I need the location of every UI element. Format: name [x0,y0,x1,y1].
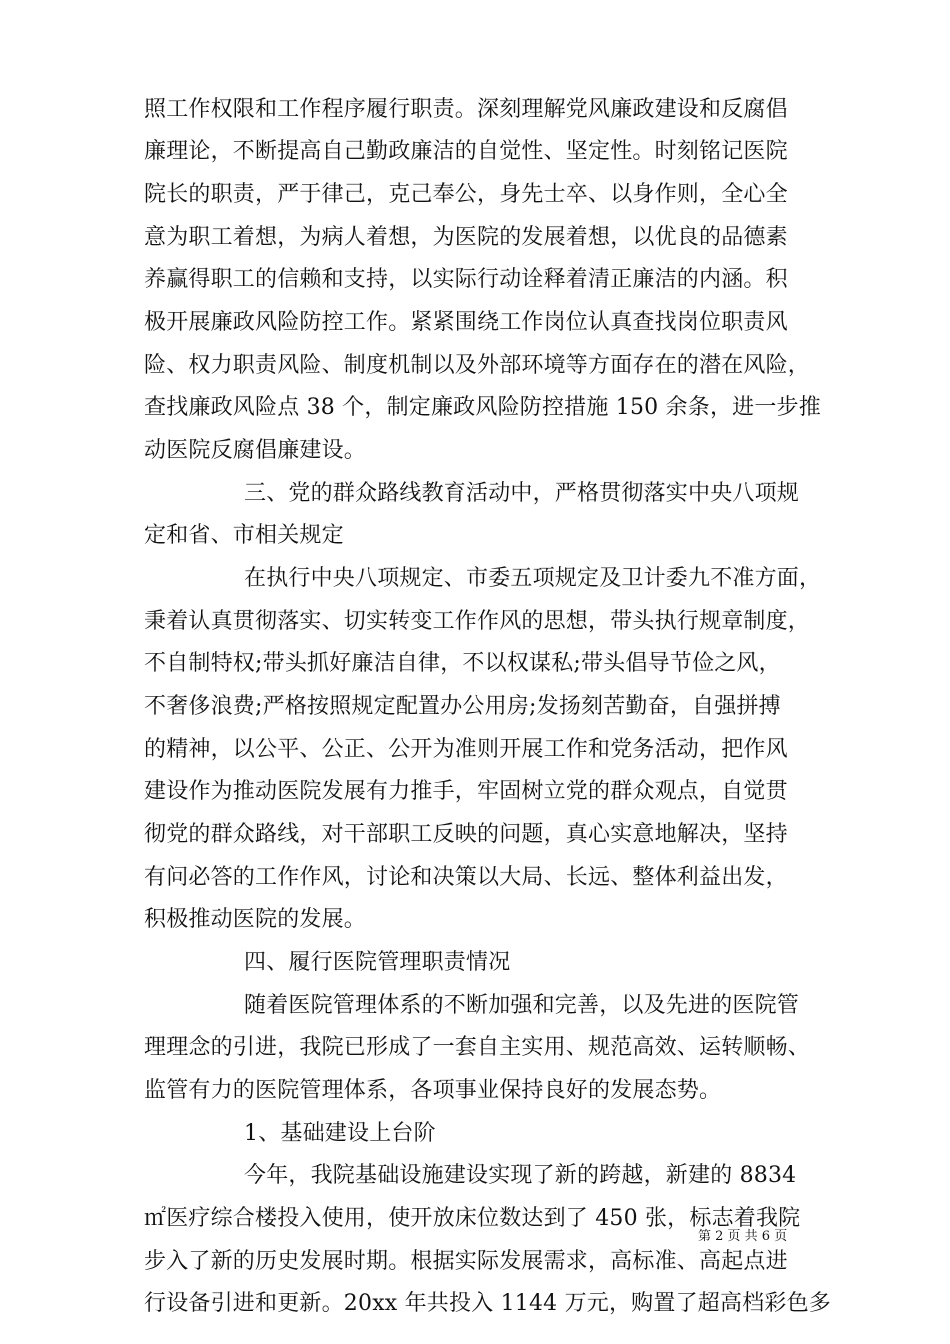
body-line: 照工作权限和工作程序履行职责。深刻理解党风廉政建设和反腐倡 [144,97,788,122]
body-line: ㎡医疗综合楼投入使用，使开放床位数达到了 450 张，标志着我院 [144,1206,801,1231]
body-line: 不自制特权;带头抓好廉洁自律，不以权谋私;带头倡导节俭之风， [144,651,781,676]
page-number: 第 2 页 共 6 页 [698,1229,788,1244]
body-line: 行设备引进和更新。20xx 年共投入 1144 万元，购置了超高档彩色多 [144,1291,831,1316]
body-line: 养赢得职工的信赖和支持，以实际行动诠释着清正廉洁的内涵。积 [144,267,788,292]
body-line: 建设作为推动医院发展有力推手，牢固树立党的群众观点，自觉贯 [144,779,788,804]
body-line: 步入了新的历史发展时期。根据实际发展需求，高标准、高起点进 [144,1249,788,1274]
body-line: 动医院反腐倡廉建设。 [144,438,367,463]
body-line: 极开展廉政风险防控工作。紧紧围绕工作岗位认真查找岗位职责风 [144,310,788,335]
body-line: 的精神，以公平、公正、公开为准则开展工作和党务活动，把作风 [144,737,788,762]
subsection-heading: 1、基础建设上台阶 [244,1121,436,1146]
body-line: 秉着认真贯彻落实、切实转变工作作风的思想，带头执行规章制度， [144,609,811,634]
body-line: 不奢侈浪费;严格按照规定配置办公用房;发扬刻苦勤奋，自强拼搏 [144,694,781,719]
body-line: 廉理论，不断提高自己勤政廉洁的自觉性、坚定性。时刻铭记医院 [144,139,788,164]
section-heading: 四、履行医院管理职责情况 [244,950,511,975]
body-line: 彻党的群众路线，对干部职工反映的问题，真心实意地解决，坚持 [144,822,788,847]
body-line: 查找廉政风险点 38 个，制定廉政风险防控措施 150 余条，进一步推 [144,395,821,420]
body-line: 在执行中央八项规定、市委五项规定及卫计委九不准方面， [244,566,822,591]
body-line: 随着医院管理体系的不断加强和完善，以及先进的医院管 [244,993,800,1018]
body-line: 险、权力职责风险、制度机制以及外部环境等方面存在的潜在风险， [144,353,811,378]
body-line: 积极推动医院的发展。 [144,907,367,932]
body-line: 理理念的引进，我院已形成了一套自主实用、规范高效、运转顺畅、 [144,1035,811,1060]
body-line: 意为职工着想，为病人着想，为医院的发展着想，以优良的品德素 [144,225,788,250]
body-line: 院长的职责，严于律己，克己奉公，身先士卒、以身作则，全心全 [144,182,788,207]
body-line: 有问必答的工作作风，讨论和决策以大局、长远、整体利益出发， [144,865,788,890]
body-line: 今年，我院基础设施建设实现了新的跨越，新建的 8834 [244,1163,797,1188]
body-line: 监管有力的医院管理体系，各项事业保持良好的发展态势。 [144,1078,722,1103]
section-heading: 三、党的群众路线教育活动中，严格贯彻落实中央八项规 [244,481,800,506]
section-heading: 定和省、市相关规定 [144,523,344,548]
